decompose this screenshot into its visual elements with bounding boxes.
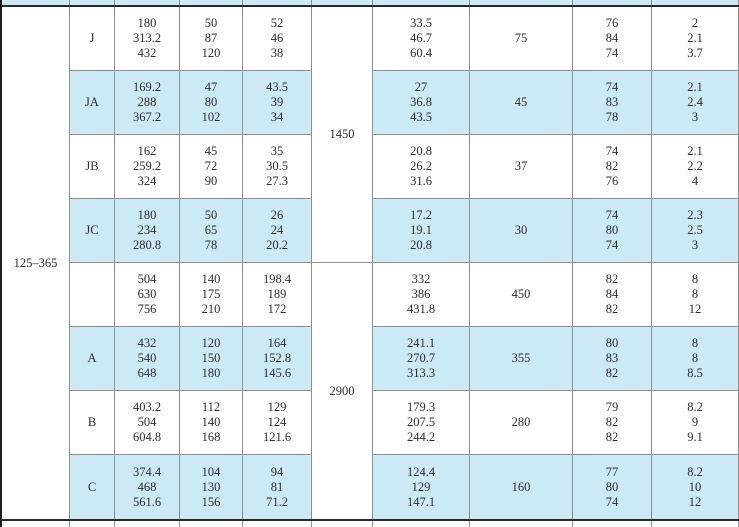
row-label: J — [89, 31, 95, 45]
data-cell — [470, 263, 573, 327]
cell-value: 2.1 — [687, 31, 703, 45]
cell-value: 24 — [270, 223, 284, 237]
data-cell — [180, 7, 243, 71]
cell-value: 30.5 — [266, 159, 288, 173]
cell-value: 540 — [137, 351, 157, 365]
cell-value: 90 — [204, 174, 218, 188]
cell-value: 150 — [201, 351, 221, 365]
data-cell — [470, 71, 573, 135]
cell-value: 120 — [201, 46, 221, 60]
cell-value: 432 — [137, 46, 157, 60]
cell-value: 37 — [514, 159, 528, 173]
data-cell — [373, 391, 470, 455]
cell-value: 71.2 — [266, 494, 288, 509]
data-cell — [373, 455, 470, 519]
data-cell — [180, 71, 243, 135]
data-cell — [652, 263, 739, 327]
cell-value: 198.4 — [262, 272, 292, 286]
table-fragment-cell — [243, 521, 312, 527]
data-cell — [573, 455, 652, 519]
cell-value: 36.8 — [410, 95, 432, 109]
table-fragment-cell — [312, 521, 373, 527]
data-cell — [180, 199, 243, 263]
rpm-cell — [312, 263, 373, 519]
cell-value: 84 — [605, 31, 619, 45]
data-cell — [573, 7, 652, 71]
cell-value: 374.4 — [132, 464, 162, 479]
table-fragment-cell — [573, 521, 652, 527]
data-cell — [373, 263, 470, 327]
data-cell — [373, 327, 470, 391]
cell-value: 270.7 — [406, 351, 436, 365]
cell-value: 82 — [605, 366, 619, 380]
data-cell — [180, 327, 243, 391]
cell-value: 38 — [270, 46, 284, 60]
cell-value: 156 — [201, 494, 221, 509]
data-cell — [573, 71, 652, 135]
row-label-cell — [70, 199, 115, 263]
cell-value: 74 — [605, 238, 619, 252]
data-cell — [180, 391, 243, 455]
data-cell — [652, 199, 739, 263]
data-cell — [373, 199, 470, 263]
cell-value: 17.2 — [410, 208, 432, 222]
cell-value: 431.8 — [406, 302, 436, 316]
rpm-cell — [312, 7, 373, 263]
cell-value: 244.2 — [406, 430, 436, 444]
cell-value: 180 — [201, 366, 221, 380]
data-cell — [243, 327, 312, 391]
data-cell — [115, 263, 180, 327]
cell-value: 175 — [201, 287, 221, 301]
cell-value: 74 — [605, 208, 619, 222]
cell-value: 77 — [605, 464, 619, 479]
cell-value: 140 — [201, 415, 221, 429]
data-cell — [573, 327, 652, 391]
cell-value: 19.1 — [410, 223, 432, 237]
cell-value: 179.3 — [406, 400, 436, 414]
cell-value: 2.5 — [687, 223, 703, 237]
cell-value: 74 — [605, 144, 619, 158]
cell-value: 20.2 — [266, 238, 288, 252]
cell-value: 80 — [605, 223, 619, 237]
cell-value: 12 — [688, 494, 702, 509]
cell-value: 80 — [204, 95, 218, 109]
cell-value: 102 — [201, 110, 221, 124]
cell-value: 20.8 — [410, 238, 432, 252]
cell-value: 33.5 — [410, 16, 432, 30]
data-cell — [573, 391, 652, 455]
cell-value: 561.6 — [132, 494, 162, 509]
cell-value: 31.6 — [410, 174, 432, 188]
cell-value: 80 — [605, 336, 619, 350]
cell-value: 504 — [137, 272, 157, 286]
cell-value: 280.8 — [132, 238, 162, 252]
data-cell — [115, 391, 180, 455]
cell-value: 648 — [137, 366, 157, 380]
cell-value: 3.7 — [687, 46, 703, 60]
row-label: JC — [85, 223, 99, 237]
data-cell — [115, 7, 180, 71]
cell-value: 450 — [511, 287, 531, 301]
table-fragment-cell — [180, 521, 243, 527]
data-cell — [243, 391, 312, 455]
row-label: C — [87, 479, 97, 494]
cell-value: 81 — [270, 479, 284, 494]
data-cell — [652, 7, 739, 71]
data-cell — [243, 135, 312, 199]
data-cell — [115, 71, 180, 135]
cell-value: 468 — [137, 479, 157, 494]
cell-value: 2.2 — [687, 159, 703, 173]
cell-value: 147.1 — [406, 494, 436, 509]
cell-value: 76 — [605, 174, 619, 188]
data-cell — [573, 199, 652, 263]
cell-value: 120 — [201, 336, 221, 350]
cell-value: 8.2 — [687, 464, 703, 479]
data-cell — [243, 71, 312, 135]
cell-value: 386 — [411, 287, 431, 301]
cell-value: 94 — [270, 464, 284, 479]
table-fragment-cell — [470, 521, 573, 527]
data-cell — [373, 7, 470, 71]
cell-value: 34 — [270, 110, 284, 124]
table-fragment-cell — [373, 521, 470, 527]
row-label: A — [87, 351, 97, 365]
cell-value: 604.8 — [132, 430, 162, 444]
cell-value: 20.8 — [410, 144, 432, 158]
cell-value: 82 — [605, 159, 619, 173]
row-label: JA — [85, 95, 99, 109]
cell-value: 129 — [267, 400, 287, 414]
data-cell — [470, 7, 573, 71]
cell-value: 82 — [605, 302, 619, 316]
data-cell — [652, 327, 739, 391]
cell-value: 121.6 — [262, 430, 292, 444]
range-cell — [2, 7, 70, 519]
cell-value: 74 — [605, 494, 619, 509]
cell-value: 332 — [411, 272, 431, 286]
cell-value: 280 — [511, 415, 531, 429]
data-cell — [243, 199, 312, 263]
cell-value: 83 — [605, 95, 619, 109]
cell-value: 403.2 — [132, 400, 162, 414]
data-cell — [180, 263, 243, 327]
row-label-cell — [70, 263, 115, 327]
cell-value: 189 — [267, 287, 287, 301]
cell-value: 26 — [270, 208, 284, 222]
rpm-value: 2900 — [329, 383, 355, 398]
data-cell — [243, 263, 312, 327]
table-fragment-cell — [652, 521, 739, 527]
cell-value: 78 — [605, 110, 619, 124]
cell-value: 104 — [201, 464, 221, 479]
cell-value: 152.8 — [262, 351, 292, 365]
cell-value: 9 — [691, 415, 699, 429]
data-cell — [573, 135, 652, 199]
cell-value: 145.6 — [262, 366, 292, 380]
cell-value: 46.7 — [410, 31, 432, 45]
cell-value: 27.3 — [266, 174, 288, 188]
table-fragment-cell — [2, 521, 70, 527]
data-cell — [652, 135, 739, 199]
cell-value: 130 — [201, 479, 221, 494]
cell-value: 12 — [688, 302, 702, 316]
cell-value: 47 — [204, 80, 218, 94]
data-cell — [373, 135, 470, 199]
cell-value: 355 — [511, 351, 531, 365]
data-cell — [115, 455, 180, 519]
row-label-cell — [70, 391, 115, 455]
cell-value: 43.5 — [266, 80, 288, 94]
cell-value: 2.4 — [687, 95, 703, 109]
cell-value: 8 — [691, 272, 699, 286]
range-label: 125–365 — [13, 255, 58, 270]
cell-value: 8.5 — [687, 366, 703, 380]
cell-value: 3 — [691, 110, 699, 124]
cell-value: 39 — [270, 95, 284, 109]
cell-value: 288 — [137, 95, 157, 109]
data-cell — [652, 71, 739, 135]
cell-value: 30 — [514, 223, 528, 237]
table-fragment-cell — [70, 521, 115, 527]
cell-value: 50 — [204, 208, 218, 222]
rpm-value: 1450 — [329, 127, 355, 141]
cell-value: 140 — [201, 272, 221, 286]
cell-value: 50 — [204, 16, 218, 30]
row-label-cell — [70, 7, 115, 71]
cell-value: 234 — [137, 223, 157, 237]
cell-value: 180 — [137, 208, 157, 222]
cell-value: 10 — [688, 479, 702, 494]
cell-value: 241.1 — [406, 336, 436, 350]
cell-value: 210 — [201, 302, 221, 316]
data-cell — [373, 71, 470, 135]
cell-value: 79 — [605, 400, 619, 414]
cell-value: 169.2 — [132, 80, 162, 94]
data-cell — [652, 455, 739, 519]
data-cell — [470, 391, 573, 455]
row-label-cell — [70, 455, 115, 519]
cell-value: 26.2 — [410, 159, 432, 173]
cell-value: 43.5 — [410, 110, 432, 124]
row-label-cell — [70, 135, 115, 199]
cell-value: 27 — [414, 80, 428, 94]
row-label: B — [87, 415, 97, 429]
data-cell — [573, 263, 652, 327]
cell-value: 8 — [691, 336, 699, 350]
data-cell — [470, 135, 573, 199]
cell-value: 8 — [691, 351, 699, 365]
data-cell — [180, 455, 243, 519]
cell-value: 180 — [137, 16, 157, 30]
row-label-cell — [70, 327, 115, 391]
data-cell — [470, 199, 573, 263]
cell-value: 630 — [137, 287, 157, 301]
cell-value: 83 — [605, 351, 619, 365]
cell-value: 9.1 — [687, 430, 703, 444]
cell-value: 324 — [137, 174, 157, 188]
data-cell — [470, 455, 573, 519]
cell-value: 160 — [511, 479, 531, 494]
data-cell — [180, 135, 243, 199]
cell-value: 84 — [605, 287, 619, 301]
cell-value: 65 — [204, 223, 218, 237]
cell-value: 313.3 — [406, 366, 436, 380]
cell-value: 432 — [137, 336, 157, 350]
cell-value: 35 — [270, 144, 284, 158]
cell-value: 124.4 — [406, 464, 436, 479]
cell-value: 2.3 — [687, 208, 703, 222]
data-cell — [470, 327, 573, 391]
cell-value: 2.1 — [687, 144, 703, 158]
cell-value: 76 — [605, 16, 619, 30]
cell-value: 2 — [691, 16, 699, 30]
cell-value: 8 — [691, 287, 699, 301]
cell-value: 74 — [605, 80, 619, 94]
cell-value: 82 — [605, 415, 619, 429]
data-cell — [115, 327, 180, 391]
cell-value: 82 — [605, 272, 619, 286]
data-cell — [243, 7, 312, 71]
cell-value: 4 — [691, 174, 699, 188]
data-cell — [243, 455, 312, 519]
cell-value: 207.5 — [406, 415, 436, 429]
cell-value: 82 — [605, 430, 619, 444]
cell-value: 72 — [204, 159, 218, 173]
cell-value: 60.4 — [410, 46, 432, 60]
cell-value: 162 — [137, 144, 157, 158]
cell-value: 172 — [267, 302, 287, 316]
cell-value: 75 — [514, 31, 528, 45]
cell-value: 129 — [411, 479, 431, 494]
cell-value: 2.1 — [687, 80, 703, 94]
cell-value: 87 — [204, 31, 218, 45]
cell-value: 46 — [270, 31, 284, 45]
cell-value: 74 — [605, 46, 619, 60]
cell-value: 259.2 — [132, 159, 162, 173]
cell-value: 45 — [204, 144, 218, 158]
cell-value: 164 — [267, 336, 287, 350]
cell-value: 80 — [605, 479, 619, 494]
cell-value: 78 — [204, 238, 218, 252]
cell-value: 124 — [267, 415, 287, 429]
cell-value: 504 — [137, 415, 157, 429]
cell-value: 52 — [270, 16, 284, 30]
cell-value: 168 — [201, 430, 221, 444]
cell-value: 367.2 — [132, 110, 162, 124]
cell-value: 3 — [691, 238, 699, 252]
data-cell — [652, 391, 739, 455]
cell-value: 313.2 — [132, 31, 162, 45]
table-fragment-cell — [115, 521, 180, 527]
data-cell — [115, 199, 180, 263]
row-label: JB — [85, 159, 99, 173]
data-cell — [115, 135, 180, 199]
cell-value: 8.2 — [687, 400, 703, 414]
cell-value: 756 — [137, 302, 157, 316]
cell-value: 112 — [201, 400, 221, 414]
row-label-cell — [70, 71, 115, 135]
cell-value: 45 — [514, 95, 528, 109]
